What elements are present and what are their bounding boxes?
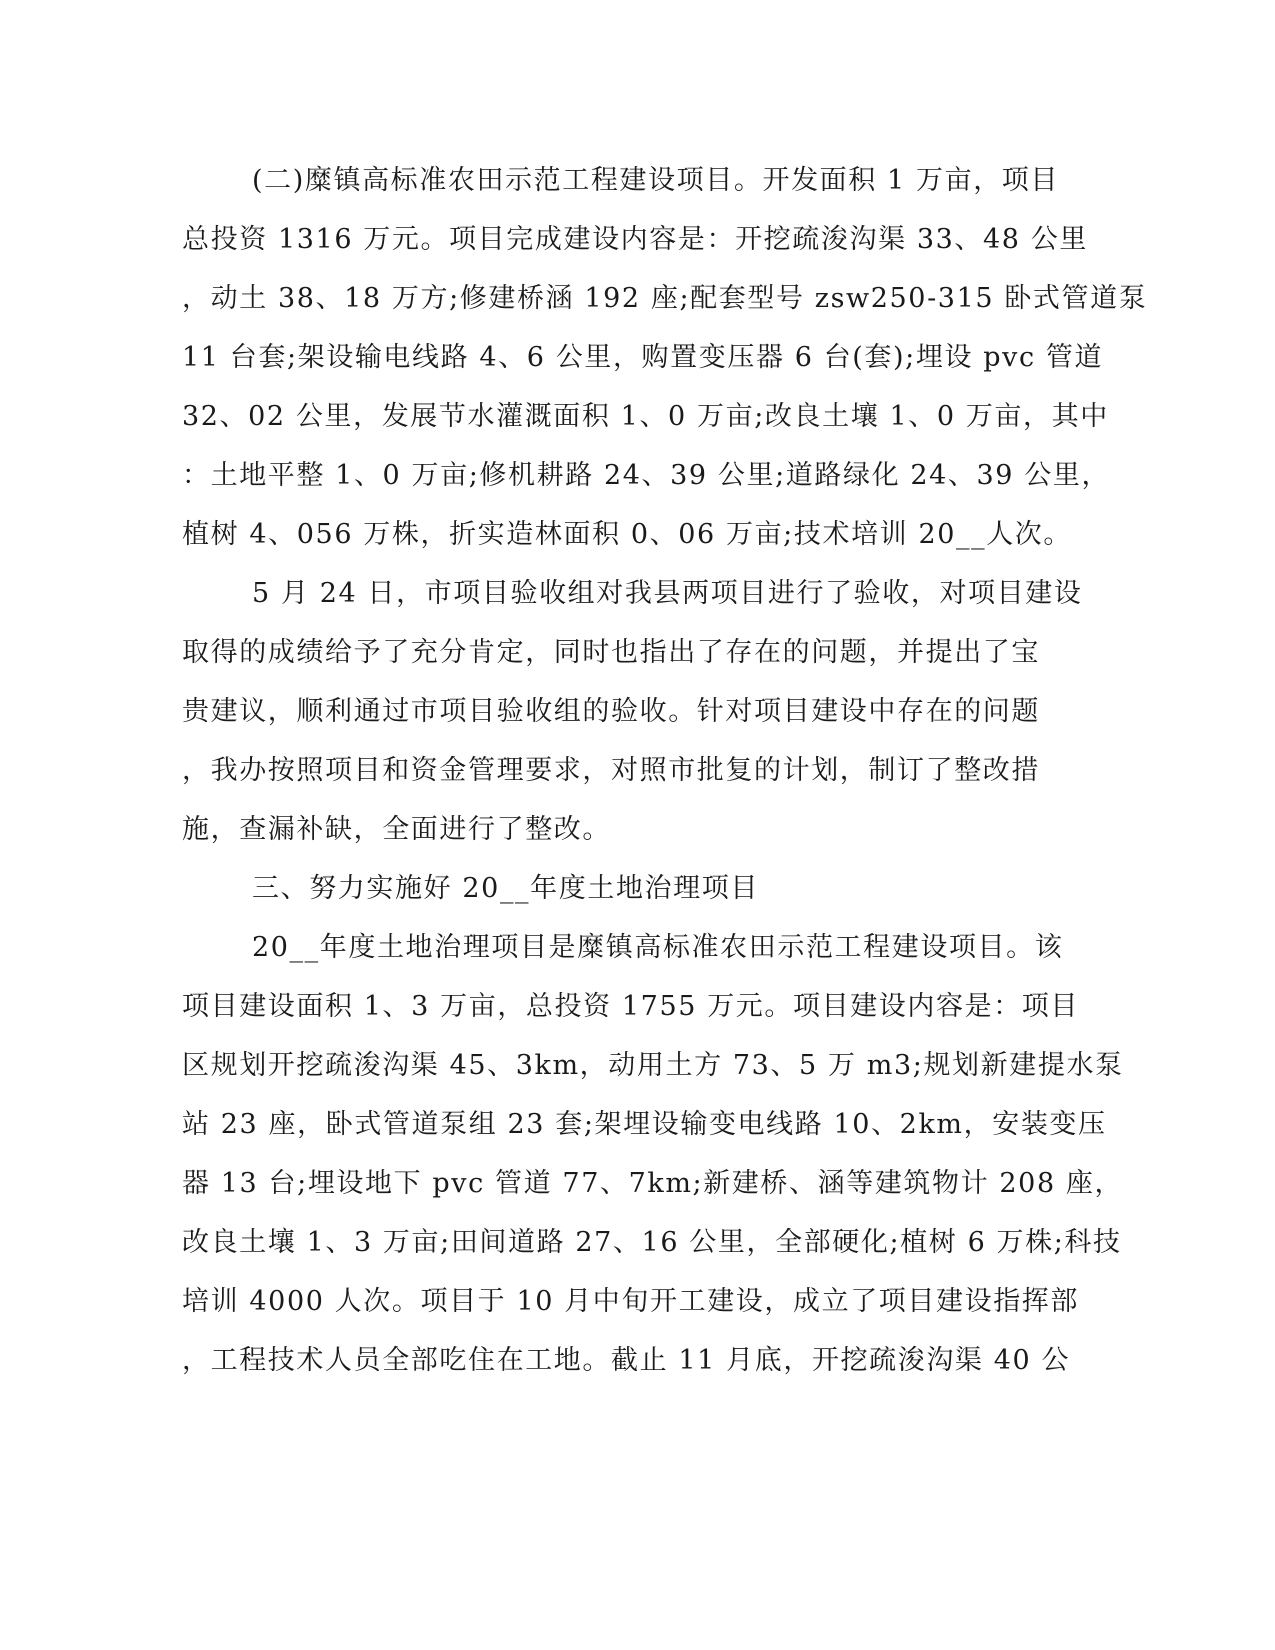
text-line: 培训 4000 人次。项目于 10 月中旬开工建设，成立了项目建设指挥部: [182, 1286, 1079, 1317]
text-line: 改良土壤 1、3 万亩;田间道路 27、16 公里，全部硬化;植树 6 万株;科技: [182, 1227, 1122, 1258]
text-line: ，动土 38、18 万方;修建桥涵 192 座;配套型号 zsw250-315 卧式管道泵: [182, 283, 1148, 314]
text-line: 区规划开挖疏浚沟渠 45、3km，动用土方 73、5 万 m3;规划新建提水泵: [182, 1050, 1124, 1081]
text-line: 贵建议，顺利通过市项目验收组的验收。针对项目建设中存在的问题: [182, 696, 1040, 727]
text-line: 取得的成绩给予了充分肯定，同时也指出了存在的问题，并提出了宝: [182, 637, 1040, 668]
text-line: 11 台套;架设输电线路 4、6 公里，购置变压器 6 台(套);埋设 pvc 管道: [182, 342, 1104, 373]
text-line: 三、努力实施好 20__年度土地治理项目: [252, 873, 759, 904]
text-line: ：土地平整 1、0 万亩;修机耕路 24、39 公里;道路绿化 24、39 公里，: [182, 460, 1111, 491]
text-line: 器 13 台;埋设地下 pvc 管道 77、7km;新建桥、涵等建筑物计 208 座，: [182, 1168, 1124, 1199]
text-line: (二)糜镇高标准农田示范工程建设项目。开发面积 1 万亩，项目: [252, 165, 1060, 196]
text-line: ，我办按照项目和资金管理要求，对照市批复的计划，制订了整改措: [182, 755, 1040, 786]
text-line: ，工程技术人员全部吃住在工地。截止 11 月底，开挖疏浚沟渠 40 公: [182, 1345, 1071, 1376]
text-line: 总投资 1316 万元。项目完成建设内容是：开挖疏浚沟渠 33、48 公里: [182, 224, 1088, 255]
text-line: 施，查漏补缺，全面进行了整改。: [182, 814, 611, 845]
text-line: 20__年度土地治理项目是糜镇高标准农田示范工程建设项目。该: [252, 932, 1064, 963]
document-body: [182, 160, 1148, 1399]
text-line: 植树 4、056 万株，折实造林面积 0、06 万亩;技术培训 20__人次。: [182, 519, 1073, 550]
text-line: 32、02 公里，发展节水灌溉面积 1、0 万亩;改良土壤 1、0 万亩，其中: [182, 401, 1109, 432]
text-line: 5 月 24 日，市项目验收组对我县两项目进行了验收，对项目建设: [252, 578, 1083, 609]
text-line: 项目建设面积 1、3 万亩，总投资 1755 万元。项目建设内容是：项目: [182, 991, 1079, 1022]
text-line: 站 23 座，卧式管道泵组 23 套;架埋设输变电线路 10、2km，安装变压: [182, 1109, 1107, 1140]
